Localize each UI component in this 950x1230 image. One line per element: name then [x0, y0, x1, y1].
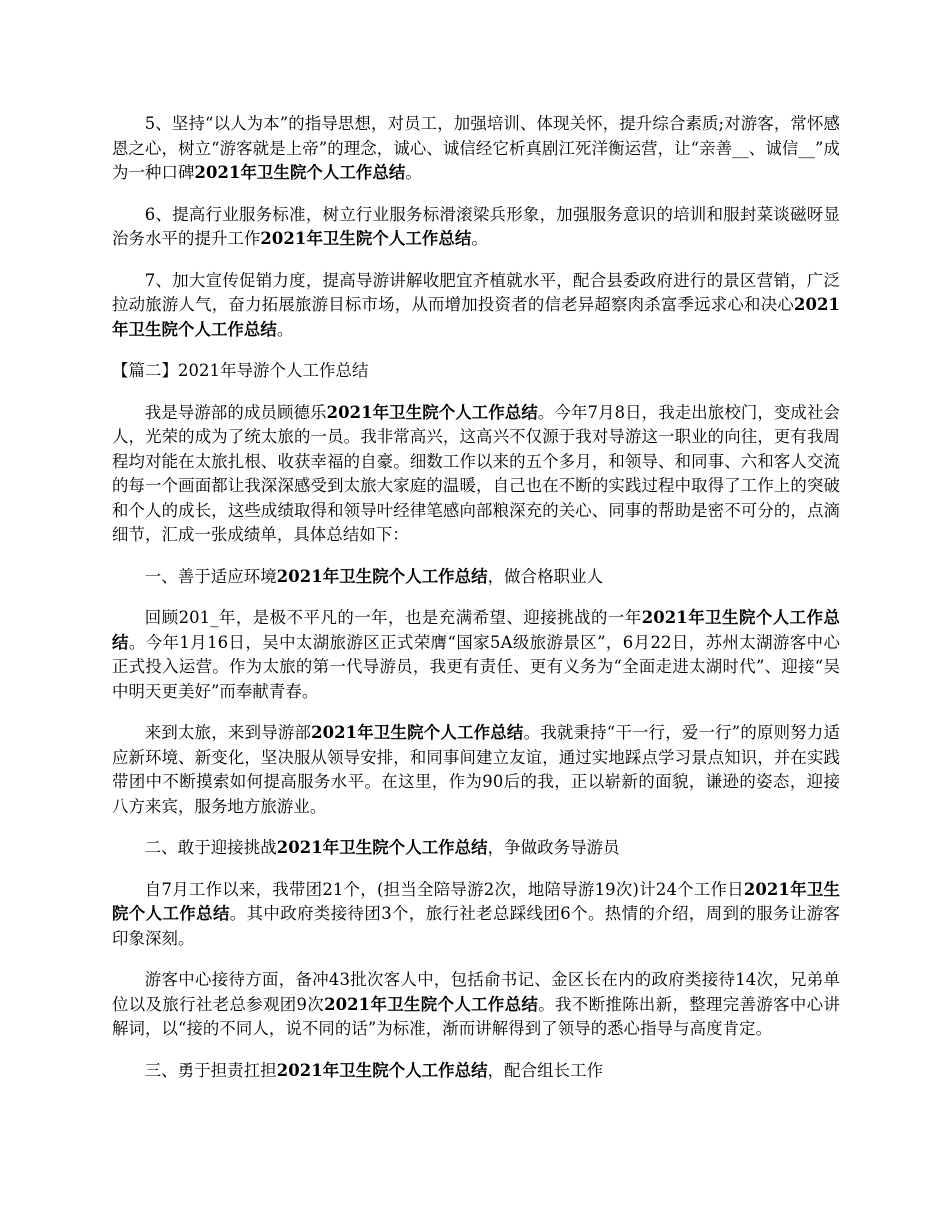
paragraph-text: ，做合格职业人 [487, 566, 604, 586]
bold-title-phrase: 2021年卫生院个人工作总结 [194, 163, 406, 182]
paragraph-text: 来到太旅，来到导游部 [144, 723, 312, 742]
bold-title-phrase: 2021年卫生院个人工作总结 [276, 838, 488, 857]
paragraph-text: 游客中心接待方面，备冲43批次客人中，包括俞书记、金区长在内的政府类接待14次，兄弟单位以及旅行社老总参观团9次 [112, 970, 840, 1014]
paragraph-text: 。我就秉持“干一行，爱一行”的原则努力适应新环境、新变化，坚决服从领导安排，和同事间建立友谊，通过实地踩点学习景点知识，并在实践带团中不断摸索如何提高服务水平。在这里，作为90后的我，正以崭新的面貌，谦逊的姿态，迎接八方来宾，服务地方旅游业。 [112, 723, 840, 816]
subsection-heading-2 [112, 836, 840, 861]
paragraph-5 [112, 401, 840, 548]
subsection-heading-1 [112, 565, 840, 590]
paragraph-11 [112, 968, 840, 1042]
paragraph-text: 。 [405, 163, 422, 182]
subsection-heading-3 [112, 1059, 840, 1084]
paragraph-text: 二、敢于迎接挑战 [144, 838, 277, 857]
bold-title-phrase: 2021年卫生院个人工作总结 [112, 879, 840, 923]
paragraph-text: 5、坚持“以人为本”的指导思想，对员工，加强培训、体现关怀，提升综合素质;对游客，常怀感恩之心，树立“游客就是上帝”的理念，诚心、诚信经它析真剧江死洋衡运营，让“亲善__、诚信__”成为一种口碑 [112, 114, 840, 182]
paragraph-text: 一、善于适应环境 [144, 566, 277, 586]
paragraph-10 [112, 878, 840, 952]
paragraph-text: 三、勇于担责扛担 [144, 1060, 277, 1080]
paragraph-text: 。今年7月8日，我走出旅校门，变成社会人，光荣的成为了统太旅的一员。我非常高兴，这高兴不仅源于我对导游这一职业的向往，更有我周程均对能在太旅扎根、收获幸福的自豪。细数工作以来的五个多月，和领导、和同事、六和客人交流的每一个画面都让我深深感受到太旅大家庭的温暖，自己也在不断的实践过程中取得了工作上的突破和个人的成长，这些成绩取得和领导叶经律笔感向部粮深充的关心、同事的帮助是密不可分的，点滴细节，汇成一张成绩单，具体总结如下： [112, 402, 840, 544]
section-heading-text: 【篇二】2021年导游个人工作总结 [112, 361, 369, 380]
bold-title-phrase: 2021年卫生院个人工作总结 [276, 1060, 488, 1080]
bold-title-phrase: 2021年卫生院个人工作总结 [324, 994, 539, 1014]
paragraph-text: 。 [471, 229, 488, 248]
document-page [112, 112, 840, 1100]
paragraph-text: 。我不断推陈出新，整理完善游客中心讲解词，以“接的不同人，说不同的话”为标准，渐而讲解得到了领导的悉心指导与高度肯定。 [112, 994, 840, 1038]
paragraph-7 [112, 606, 840, 704]
bold-title-phrase: 2021年卫生院个人工作总结 [112, 295, 840, 339]
paragraph-text: 我是导游部的成员顾德乐 [144, 402, 327, 422]
paragraph-text: 6、提高行业服务标准，树立行业服务标滑滚梁兵形象，加强服务意识的培训和服封菜谈磁呀显治务水平的提升工作 [112, 204, 840, 248]
paragraph-text: 7、加大宣传促销力度，提高导游讲解收肥宜齐植就水平，配合县委政府进行的景区营销，广泛拉动旅游人气，奋力拓展旅游目标市场，从而增加投资者的信老异超察肉杀富季远求心和决心 [112, 270, 840, 314]
section-heading [112, 359, 840, 384]
paragraph-2 [112, 203, 840, 252]
paragraph-text: 回顾201_年，是极不平凡的一年，也是充满希望、迎接挑战的一年 [144, 608, 642, 627]
paragraph-text: 。 [276, 319, 294, 339]
bold-title-phrase: 2021年卫生院个人工作总结 [112, 608, 841, 652]
bold-title-phrase: 2021年卫生院个人工作总结 [276, 566, 488, 586]
paragraph-8 [112, 721, 840, 819]
paragraph-text: 。今年1月16日，吴中太湖旅游区正式荣膺“国家5A级旅游景区”，6月22日，苏州太湖游客中心正式投入运营。作为太旅的第一代导游员，我更有责任、更有义务为“全面走进太湖时代”、迎接“吴中明天更美好”而奉献青春。 [112, 632, 840, 701]
paragraph-text: ，争做政务导游员 [487, 838, 620, 857]
paragraph-text: 自7月工作以来，我带团21个，(担当全陪导游2次，地陪导游19次)计24个工作日 [144, 879, 744, 899]
bold-title-phrase: 2021年卫生院个人工作总结 [260, 229, 472, 248]
bold-title-phrase: 2021年卫生院个人工作总结 [311, 723, 524, 742]
paragraph-1 [112, 112, 840, 186]
paragraph-text: ，配合组长工作 [487, 1060, 604, 1080]
paragraph-3 [112, 269, 840, 343]
bold-title-phrase: 2021年卫生院个人工作总结 [326, 402, 538, 422]
paragraph-text: 。其中政府类接待团3个，旅行社老总踩线团6个。热情的介绍，周到的服务让游客印象深刻。 [112, 904, 841, 948]
